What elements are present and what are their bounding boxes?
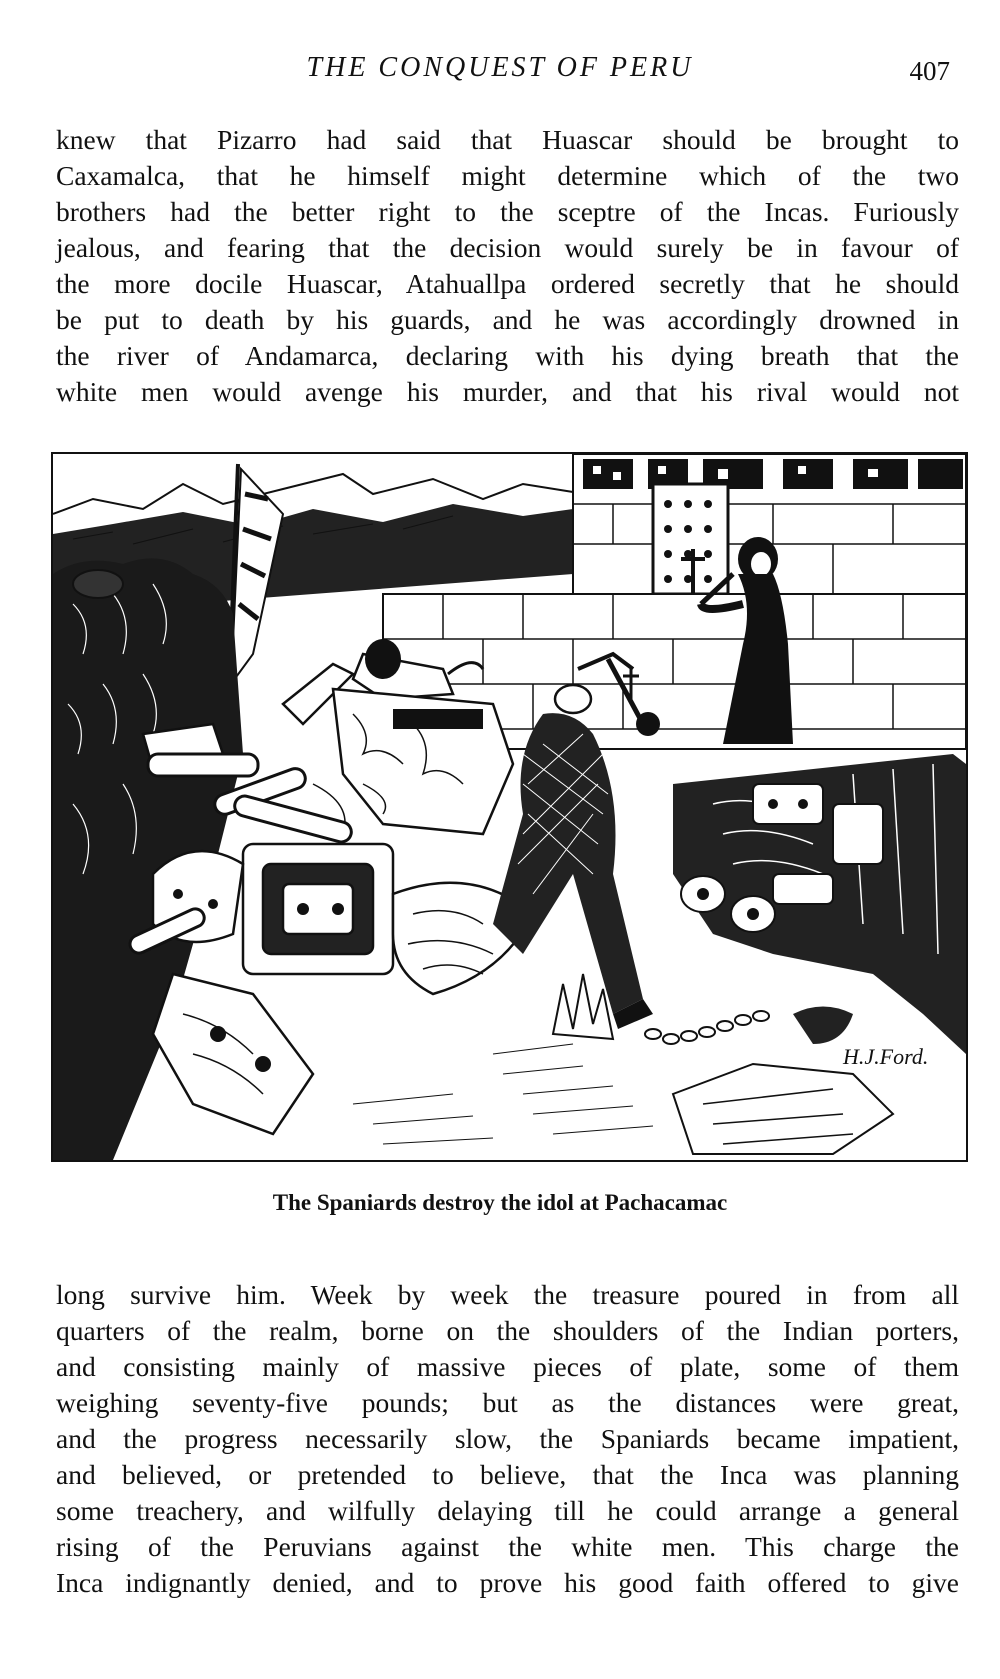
text-line: weighing seventy-five pounds; but as the distances were great, <box>56 1387 959 1418</box>
paragraph-bottom <box>56 1277 959 1601</box>
text-line: the river of Andamarca, declaring with his dying breath that the <box>56 340 959 371</box>
running-title: THE CONQUEST OF PERU <box>306 52 694 83</box>
artist-signature: H.J.Ford. <box>843 1044 929 1069</box>
text-line: long survive him. Week by week the treasure poured in from all <box>56 1279 959 1310</box>
text-line: and the progress necessarily slow, the Spaniards became impatient, <box>56 1423 959 1454</box>
figure-caption: The Spaniards destroy the idol at Pachacamac <box>272 1190 728 1215</box>
text-line: and believed, or pretended to believe, that the Inca was planning <box>56 1459 959 1490</box>
running-head <box>0 52 1000 92</box>
text-line: quarters of the realm, borne on the shoulders of the Indian porters, <box>56 1315 959 1346</box>
text-line: white men would avenge his murder, and that his rival would not <box>56 376 959 407</box>
text-line: brothers had the better right to the sceptre of the Incas. Furiously <box>56 196 959 227</box>
text-line: some treachery, and wilfully delaying till he could arrange a general <box>56 1495 959 1526</box>
paragraph-top <box>56 122 959 410</box>
text-line: the more docile Huascar, Atahuallpa ordered secretly that he should <box>56 268 959 299</box>
text-line: jealous, and fearing that the decision would surely be in favour of <box>56 232 959 263</box>
text-line: be put to death by his guards, and he was accordingly drowned in <box>56 304 959 335</box>
text-line: knew that Pizarro had said that Huascar should be brought to <box>56 124 959 155</box>
engraving-drawing <box>53 454 966 1160</box>
text-line: Caxamalca, that he himself might determine which of the two <box>56 160 959 191</box>
text-line: rising of the Peruvians against the white men. This charge the <box>56 1531 959 1562</box>
text-line: and consisting mainly of massive pieces of plate, some of them <box>56 1351 959 1382</box>
page-number: 407 <box>909 56 950 86</box>
text-line: Inca indignantly denied, and to prove his good faith offered to give <box>56 1567 959 1598</box>
illustration-idol-destruction <box>51 452 968 1162</box>
